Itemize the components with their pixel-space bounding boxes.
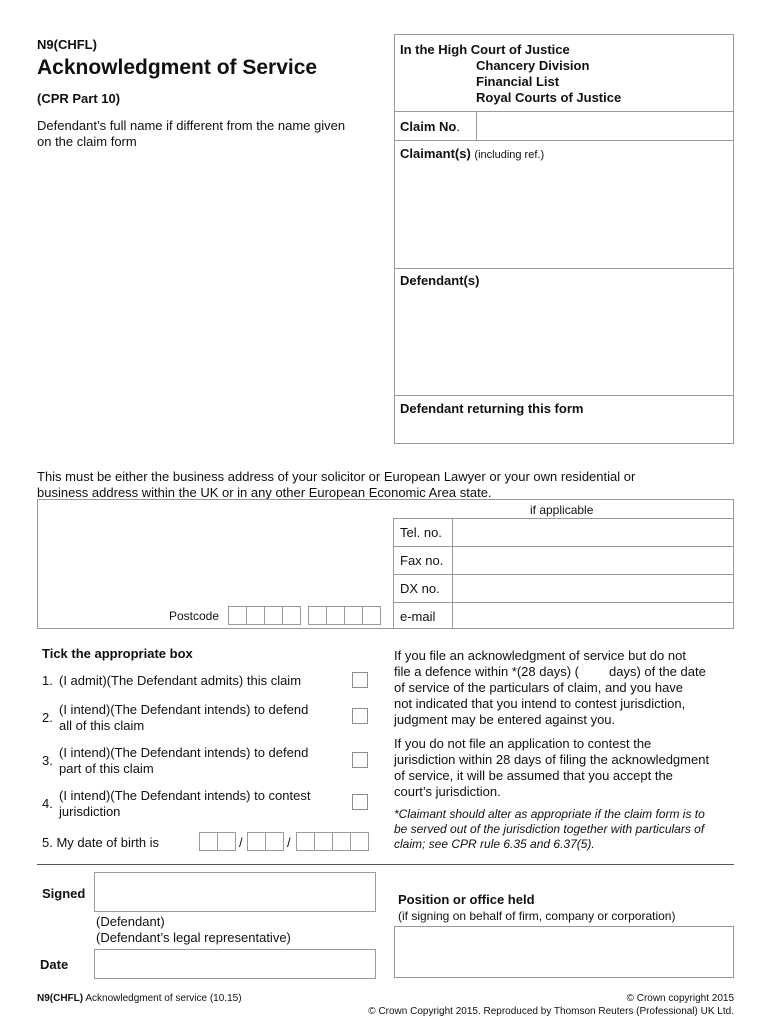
defendants-field[interactable] xyxy=(395,292,733,392)
dx-field[interactable] xyxy=(453,575,733,602)
dob-year-1[interactable] xyxy=(296,832,315,851)
defendant-returning-label: Defendant returning this form xyxy=(400,401,584,416)
postcode-box-1[interactable] xyxy=(228,606,247,625)
date-field[interactable] xyxy=(94,949,376,979)
position-note: (if signing on behalf of firm, company or corporation) xyxy=(398,909,676,923)
option-4-num: 4. xyxy=(42,796,53,811)
if-applicable-label: if applicable xyxy=(530,503,594,517)
postcode-label: Postcode xyxy=(169,609,220,623)
form-title: Acknowledgment of Service xyxy=(37,56,318,79)
footer-form-id: N9(CHFL) Acknowledgment of service (10.15) xyxy=(37,993,242,1004)
fax-field[interactable] xyxy=(453,547,733,574)
court-division: Chancery Division Financial List Royal Courts of Justice xyxy=(476,58,622,105)
address-field[interactable] xyxy=(38,500,392,600)
option-2-label: (I intend)(The Defendant intends) to defend all of this claim xyxy=(59,702,309,733)
dob-year-4[interactable] xyxy=(350,832,369,851)
dob-month-2[interactable] xyxy=(265,832,284,851)
claimants-field[interactable] xyxy=(395,165,733,265)
postcode-box-4[interactable] xyxy=(282,606,301,625)
postcode-box-7[interactable] xyxy=(344,606,363,625)
option-2-checkbox[interactable] xyxy=(352,708,368,724)
signature-field[interactable] xyxy=(94,872,376,912)
email-field[interactable] xyxy=(453,603,733,628)
position-label: Position or office held xyxy=(398,892,535,907)
option-3-checkbox[interactable] xyxy=(352,752,368,768)
dob-month-1[interactable] xyxy=(247,832,266,851)
date-label: Date xyxy=(40,957,69,972)
section-divider xyxy=(37,864,734,865)
option-1-checkbox[interactable] xyxy=(352,672,368,688)
dob-year-2[interactable] xyxy=(314,832,333,851)
dob-day-1[interactable] xyxy=(199,832,218,851)
dob-day-2[interactable] xyxy=(217,832,236,851)
dx-label: DX no. xyxy=(400,581,440,596)
option-1-num: 1. xyxy=(42,673,53,688)
claimants-label: Claimant(s) (including ref.) xyxy=(400,146,545,161)
cpr-part: (CPR Part 10) xyxy=(37,91,121,106)
postcode-box-3[interactable] xyxy=(264,606,283,625)
dob-separator-2: / xyxy=(287,835,291,850)
form-code: N9(CHFL) xyxy=(37,37,97,52)
signatory-options: (Defendant) (Defendant’s legal representative) xyxy=(96,914,291,945)
court-name: In the High Court of Justice xyxy=(400,42,570,57)
note-claimant-alter: *Claimant should alter as appropriate if the claim form is to be served out of the jurisdiction together with particulars of claim; see CPR rule 6.35 and 6.37(5). xyxy=(394,807,705,851)
note-jurisdiction: If you do not file an application to contest the jurisdiction within 28 days of filing the acknowledgment of service, it will be assumed that you accept the court’s jurisdiction. xyxy=(394,736,710,799)
tick-heading: Tick the appropriate box xyxy=(42,646,193,661)
option-3-num: 3. xyxy=(42,753,53,768)
fax-label: Fax no. xyxy=(400,553,444,568)
option-2-num: 2. xyxy=(42,710,53,725)
option-1-label: (I admit)(The Defendant admits) this claim xyxy=(59,673,302,688)
position-field[interactable] xyxy=(394,926,734,978)
tel-label: Tel. no. xyxy=(400,525,442,540)
address-instruction: This must be either the business address of your solicitor or European Lawyer or your own residential or business address within the UK or in any other European Economic Area state. xyxy=(37,469,636,500)
postcode-box-2[interactable] xyxy=(246,606,265,625)
postcode-box-8[interactable] xyxy=(362,606,381,625)
option-4-label: (I intend)(The Defendant intends) to contest jurisdiction xyxy=(59,788,311,819)
postcode-box-5[interactable] xyxy=(308,606,327,625)
dob-separator-1: / xyxy=(239,835,243,850)
option-3-label: (I intend)(The Defendant intends) to defend part of this claim xyxy=(59,745,309,776)
dob-year-3[interactable] xyxy=(332,832,351,851)
defendant-name-label: Defendant’s full name if different from the name given on the claim form xyxy=(37,118,346,149)
claim-no-label: Claim No. xyxy=(400,119,460,134)
postcode-box-6[interactable] xyxy=(326,606,345,625)
tel-field[interactable] xyxy=(453,519,733,546)
note-default-judgment: If you file an acknowledgment of service but do not file a defence within *(28 days) ( days) of the date of service of the particulars of claim, and you have not indicated that you intend to contest jurisdiction, judgment may be entered against you. xyxy=(394,648,706,727)
defendants-label: Defendant(s) xyxy=(400,273,480,288)
defendant-returning-field[interactable] xyxy=(395,420,733,442)
signed-label: Signed xyxy=(42,886,86,901)
dob-label: 5. My date of birth is xyxy=(42,835,160,850)
footer-copyright: © Crown copyright 2015 xyxy=(626,993,734,1004)
claim-no-field[interactable] xyxy=(477,112,733,139)
email-label: e-mail xyxy=(400,609,436,624)
footer-reproduced: © Crown Copyright 2015. Reproduced by Thomson Reuters (Professional) UK Ltd. xyxy=(368,1006,734,1017)
option-4-checkbox[interactable] xyxy=(352,794,368,810)
